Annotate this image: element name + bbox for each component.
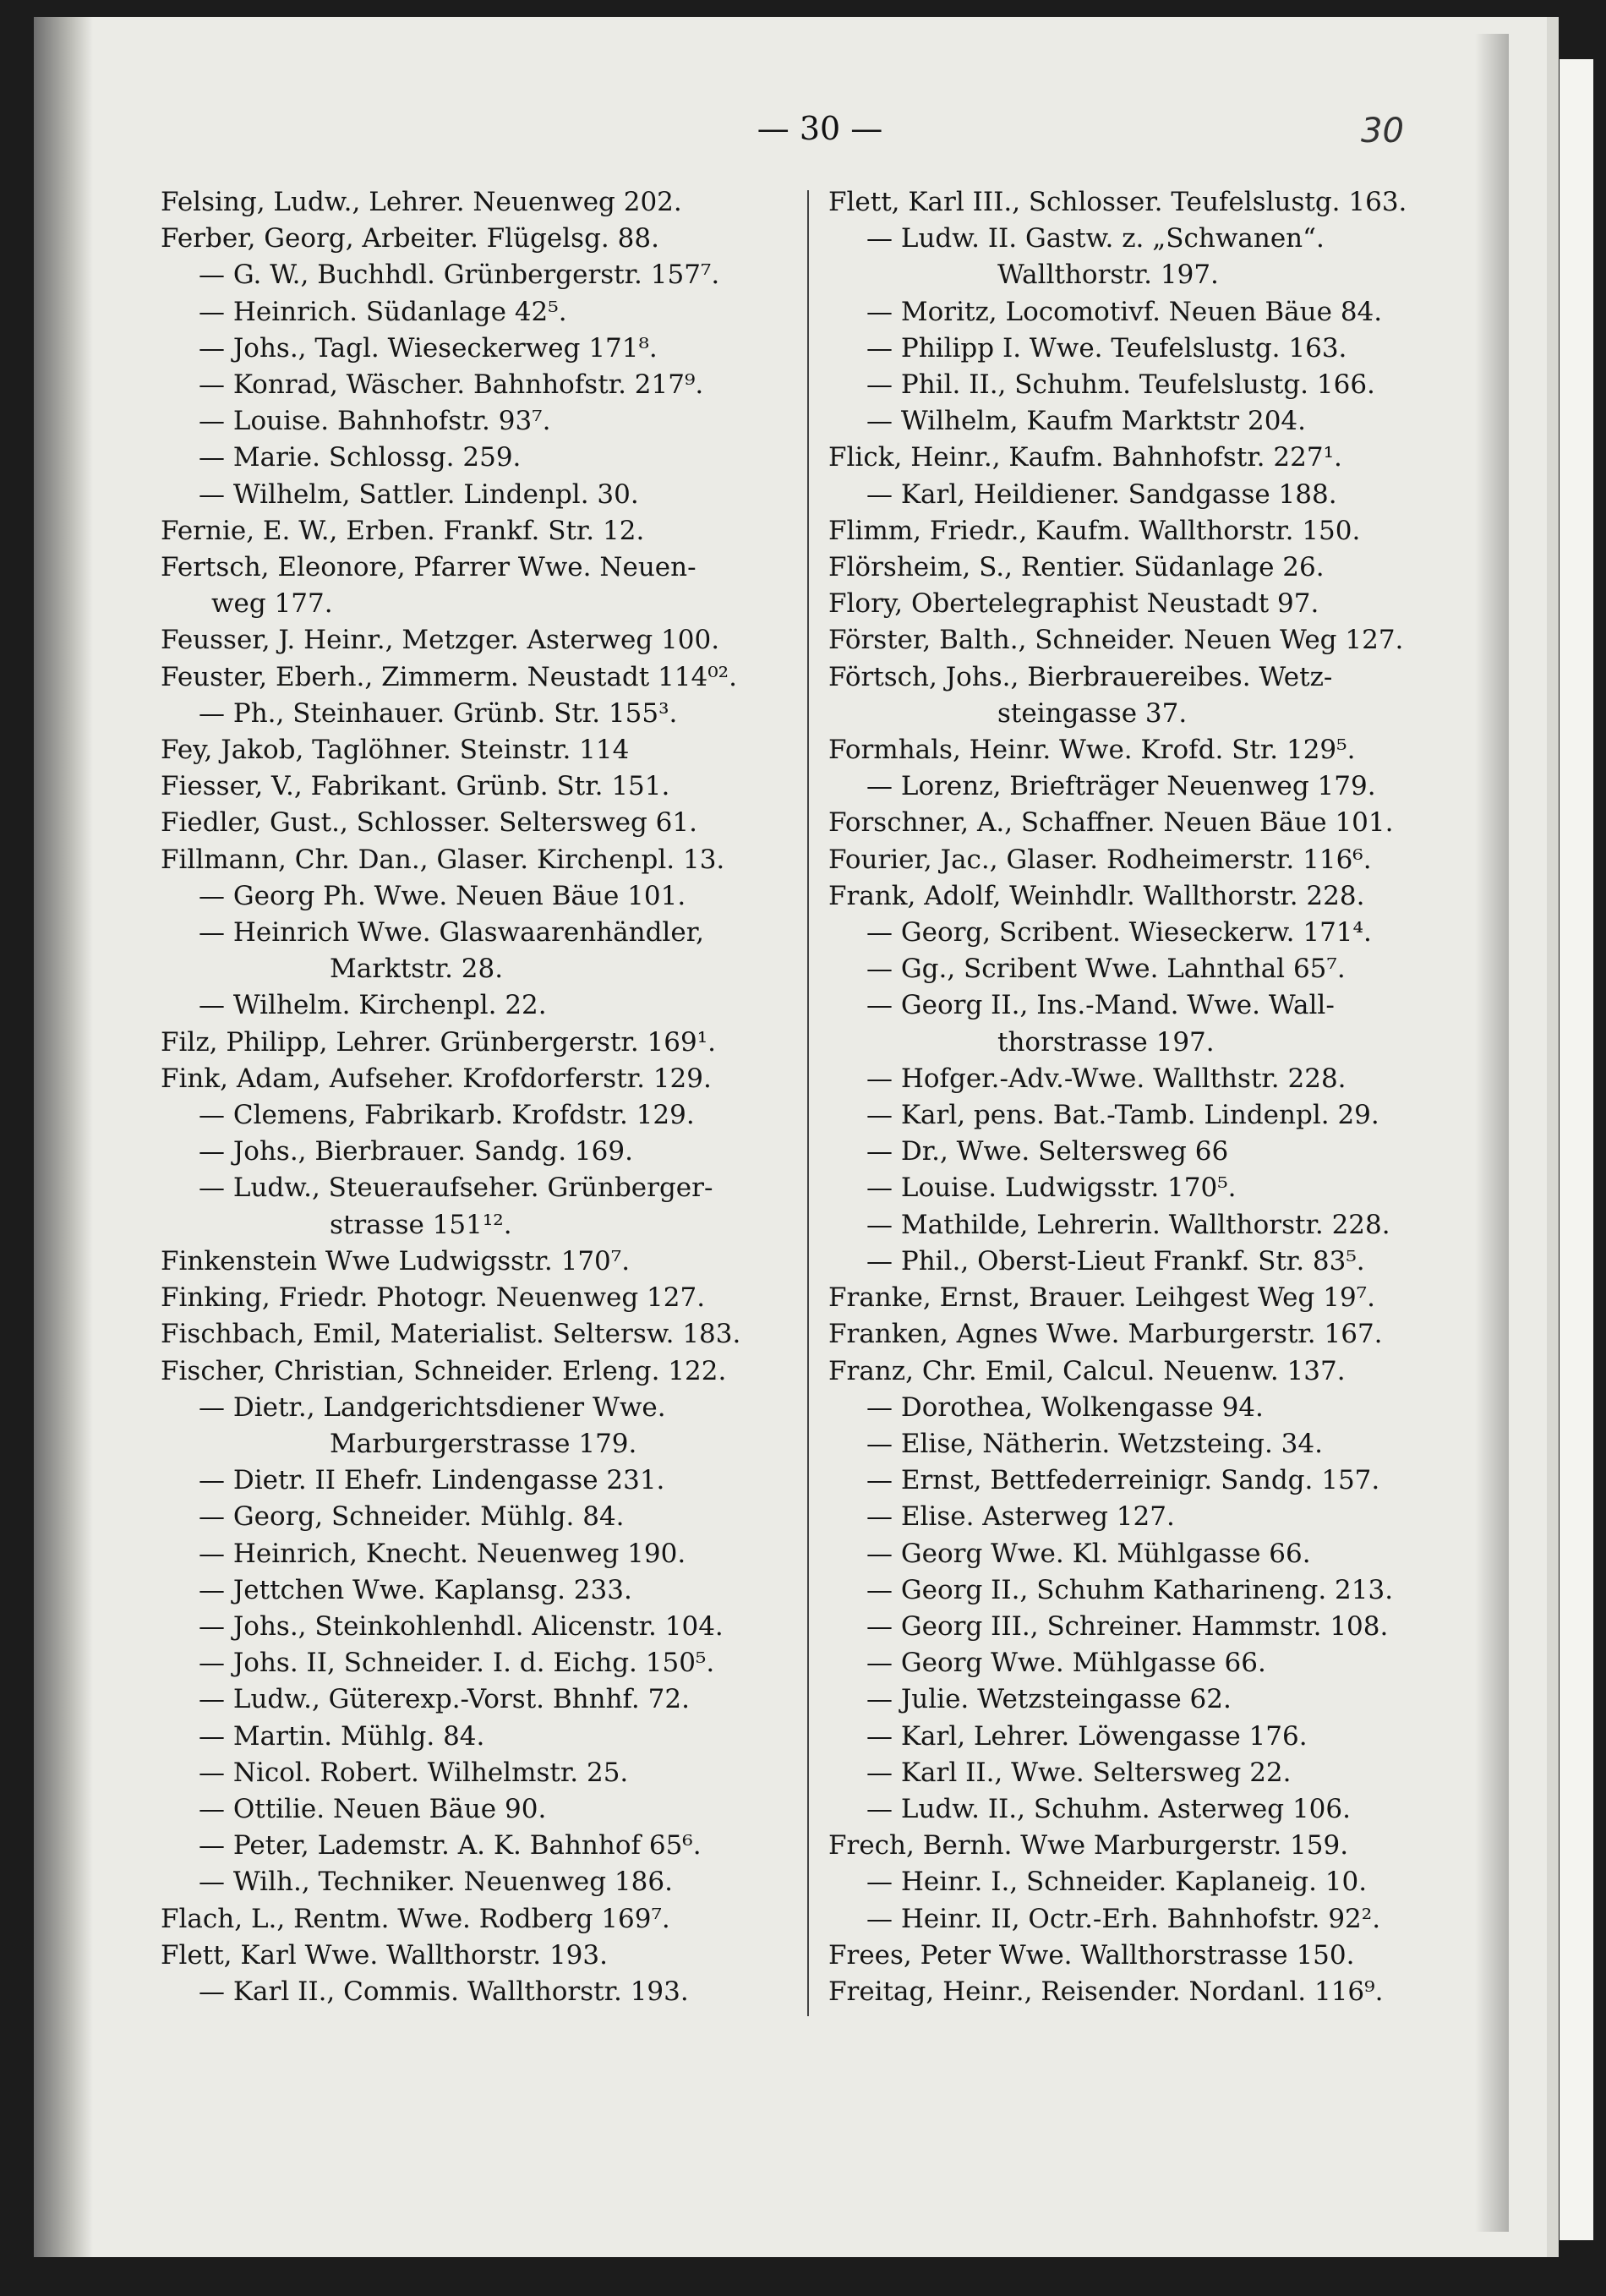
directory-entry: Feuster, Eberh., Zimmerm. Neustadt 114⁰². [161,661,737,692]
page-shadow [1475,34,1509,2232]
directory-entry: — Ph., Steinhauer. Grünb. Str. 155³. [199,697,678,729]
directory-entry: Finkenstein Wwe Ludwigsstr. 170⁷. [161,1245,631,1276]
directory-entry: Forschner, A., Schaffner. Neuen Bäue 101. [828,807,1394,839]
next-page-edge [1560,59,1593,2240]
directory-entry: Fey, Jakob, Taglöhner. Steinstr. 114 [161,735,630,766]
directory-entry: — Karl II., Commis. Wallthorstr. 193. [199,1976,689,2007]
directory-entry: — Johs. II, Schneider. I. d. Eichg. 150⁵. [199,1648,715,1679]
directory-entry: — Georg, Schneider. Mühlg. 84. [199,1501,625,1533]
directory-entry: — Georg II., Ins.-Mand. Wwe. Wall- [866,990,1335,1021]
directory-entry: — Karl, pens. Bat.-Tamb. Lindenpl. 29. [866,1100,1379,1131]
directory-entry: — Lorenz, Briefträger Neuenweg 179. [866,771,1376,802]
right-column [828,184,1462,2010]
directory-entry: — Georg Ph. Wwe. Neuen Bäue 101. [199,880,686,911]
directory-entry-continuation: thorstrasse 197. [997,1026,1215,1058]
directory-entry: Franz, Chr. Emil, Calcul. Neuenw. 137. [828,1355,1346,1386]
directory-entry: — Nicol. Robert. Wilhelmstr. 25. [199,1757,629,1788]
directory-entry: Freitag, Heinr., Reisender. Nordanl. 116⁹. [828,1976,1384,2007]
directory-entry: — Julie. Wetzsteingasse 62. [866,1684,1232,1715]
directory-entry: Förtsch, Johs., Bierbrauereibes. Wetz- [828,661,1333,692]
directory-entry: — Hofger.-Adv.-Wwe. Wallthstr. 228. [866,1063,1347,1094]
directory-entry: — Wilhelm. Kirchenpl. 22. [199,990,547,1021]
directory-entry: — Phil., Oberst-Lieut Frankf. Str. 83⁵. [866,1245,1365,1276]
directory-entry: Finking, Friedr. Photogr. Neuenweg 127. [161,1282,706,1314]
directory-entry: Fourier, Jac., Glaser. Rodheimerstr. 116⁶. [828,844,1372,875]
directory-entry: — Dietr., Landgerichtsdiener Wwe. [199,1391,666,1423]
directory-entry: — Johs., Bierbrauer. Sandg. 169. [199,1136,633,1167]
directory-entry: — G. W., Buchhdl. Grünbergerstr. 157⁷. [199,260,720,291]
directory-entry: Flörsheim, S., Rentier. Südanlage 26. [828,552,1325,583]
directory-entry: Flimm, Friedr., Kaufm. Wallthorstr. 150. [828,515,1361,546]
directory-entry: — Ludw. II. Gastw. z. „Schwanen“. [866,223,1325,254]
directory-entry: Filz, Philipp, Lehrer. Grünbergerstr. 169¹. [161,1026,716,1058]
directory-entry: Ferber, Georg, Arbeiter. Flügelsg. 88. [161,223,659,254]
directory-entry: — Heinrich, Knecht. Neuenweg 190. [199,1538,686,1569]
directory-entry: Flick, Heinr., Kaufm. Bahnhofstr. 227¹. [828,442,1342,473]
directory-entry: — Wilh., Techniker. Neuenweg 186. [199,1867,673,1898]
directory-entry: — Karl II., Wwe. Seltersweg 22. [866,1757,1292,1788]
directory-entry-continuation: Marburgerstrasse 179. [330,1428,637,1459]
directory-entry: Flett, Karl Wwe. Wallthorstr. 193. [161,1939,608,1971]
directory-entry: — Heinrich. Südanlage 42⁵. [199,296,567,327]
directory-entry: Felsing, Ludw., Lehrer. Neuenweg 202. [161,187,682,217]
directory-entry: — Clemens, Fabrikarb. Krofdstr. 129. [199,1100,695,1131]
directory-entry: — Peter, Lademstr. A. K. Bahnhof 65⁶. [199,1830,702,1861]
directory-entry-continuation: weg 177. [211,588,333,620]
directory-entry: Fink, Adam, Aufseher. Krofdorferstr. 129. [161,1063,712,1094]
directory-entry: — Heinr. I., Schneider. Kaplaneig. 10. [866,1867,1368,1898]
directory-entry: — Johs., Tagl. Wieseckerweg 171⁸. [199,332,658,364]
directory-entry: — Georg II., Schuhm Katharineng. 213. [866,1574,1394,1605]
directory-entry-continuation: strasse 151¹². [330,1209,512,1240]
directory-entry: Fertsch, Eleonore, Pfarrer Wwe. Neuen- [161,552,696,583]
page-number: — 30 — [757,110,883,147]
directory-entry: — Ludw., Steueraufseher. Grünberger- [199,1173,713,1204]
directory-entry: — Konrad, Wäscher. Bahnhofstr. 217⁹. [199,369,704,401]
directory-entry: — Marie. Schlossg. 259. [199,442,522,473]
directory-entry: Frank, Adolf, Weinhdlr. Wallthorstr. 228. [828,880,1365,911]
directory-entry: Franken, Agnes Wwe. Marburgerstr. 167. [828,1319,1383,1350]
directory-entry-continuation: steingasse 37. [997,697,1188,729]
directory-entry: — Ernst, Bettfederreinigr. Sandg. 157. [866,1465,1380,1496]
directory-entry: — Louise. Ludwigsstr. 170⁵. [866,1173,1237,1204]
directory-entry: Frech, Bernh. Wwe Marburgerstr. 159. [828,1830,1349,1861]
directory-entry: — Phil. II., Schuhm. Teufelslustg. 166. [866,369,1375,401]
column-divider [807,190,809,2016]
directory-entry: Flach, L., Rentm. Wwe. Rodberg 169⁷. [161,1903,670,1934]
book-spine [34,17,93,2257]
directory-entry: — Ludw. II., Schuhm. Asterweg 106. [866,1793,1351,1824]
directory-entry: Fillmann, Chr. Dan., Glaser. Kirchenpl. 13. [161,844,725,875]
directory-entry: — Mathilde, Lehrerin. Wallthorstr. 228. [866,1209,1390,1240]
directory-entry: — Ottilie. Neuen Bäue 90. [199,1793,547,1824]
directory-entry: — Martin. Mühlg. 84. [199,1720,485,1752]
directory-entry-continuation: Marktstr. 28. [330,954,504,985]
directory-entry: — Karl, Lehrer. Löwengasse 176. [866,1720,1308,1752]
directory-entry: — Dr., Wwe. Seltersweg 66 [866,1136,1229,1167]
directory-entry: — Ludw., Güterexp.-Vorst. Bhnhf. 72. [199,1684,690,1715]
directory-entry: — Elise, Nätherin. Wetzsteing. 34. [866,1428,1323,1459]
directory-entry: — Georg Wwe. Kl. Mühlgasse 66. [866,1538,1311,1569]
directory-entry: Fischer, Christian, Schneider. Erleng. 122. [161,1355,727,1386]
directory-entry: — Dorothea, Wolkengasse 94. [866,1391,1264,1423]
directory-entry: — Johs., Steinkohlenhdl. Alicenstr. 104. [199,1610,724,1642]
directory-entry: — Gg., Scribent Wwe. Lahnthal 65⁷. [866,954,1346,985]
directory-entry: — Wilhelm, Sattler. Lindenpl. 30. [199,478,639,510]
directory-entry: — Wilhelm, Kaufm Marktstr 204. [866,406,1307,437]
directory-entry: Formhals, Heinr. Wwe. Krofd. Str. 129⁵. [828,735,1356,766]
left-column [161,184,803,2010]
directory-entry: Förster, Balth., Schneider. Neuen Weg 127. [828,625,1404,656]
directory-entry: — Karl, Heildiener. Sandgasse 188. [866,478,1337,510]
directory-entry: — Georg III., Schreiner. Hammstr. 108. [866,1610,1389,1642]
directory-entry: Fiedler, Gust., Schlosser. Seltersweg 61. [161,807,697,839]
directory-entry: Flory, Obertelegraphist Neustadt 97. [828,588,1319,620]
directory-entry: Fischbach, Emil, Materialist. Seltersw. 183. [161,1319,741,1350]
directory-entry: — Moritz, Locomotivf. Neuen Bäue 84. [866,296,1383,327]
directory-entry: Flett, Karl III., Schlosser. Teufelslustg. 163. [828,187,1407,217]
handwritten-page-note: 30 [1361,112,1404,150]
directory-entry: — Philipp I. Wwe. Teufelslustg. 163. [866,332,1347,364]
directory-entry: — Heinrich Wwe. Glaswaarenhändler, [199,917,704,948]
directory-entry: — Heinr. II, Octr.-Erh. Bahnhofstr. 92². [866,1903,1381,1934]
directory-entry: Frees, Peter Wwe. Wallthorstrasse 150. [828,1939,1355,1971]
directory-entry: — Dietr. II Ehefr. Lindengasse 231. [199,1465,665,1496]
directory-entry: — Jettchen Wwe. Kaplansg. 233. [199,1574,632,1605]
directory-entry: — Georg, Scribent. Wieseckerw. 171⁴. [866,917,1372,948]
directory-entry: — Elise. Asterweg 127. [866,1501,1175,1533]
directory-entry: Feusser, J. Heinr., Metzger. Asterweg 100. [161,625,720,656]
directory-entry: Franke, Ernst, Brauer. Leihgest Weg 19⁷. [828,1282,1375,1314]
directory-entry: — Georg Wwe. Mühlgasse 66. [866,1648,1266,1679]
directory-entry-continuation: Wallthorstr. 197. [997,260,1219,291]
directory-entry: Fiesser, V., Fabrikant. Grünb. Str. 151. [161,771,670,802]
directory-entry: Fernie, E. W., Erben. Frankf. Str. 12. [161,515,645,546]
directory-entry: — Louise. Bahnhofstr. 93⁷. [199,406,551,437]
